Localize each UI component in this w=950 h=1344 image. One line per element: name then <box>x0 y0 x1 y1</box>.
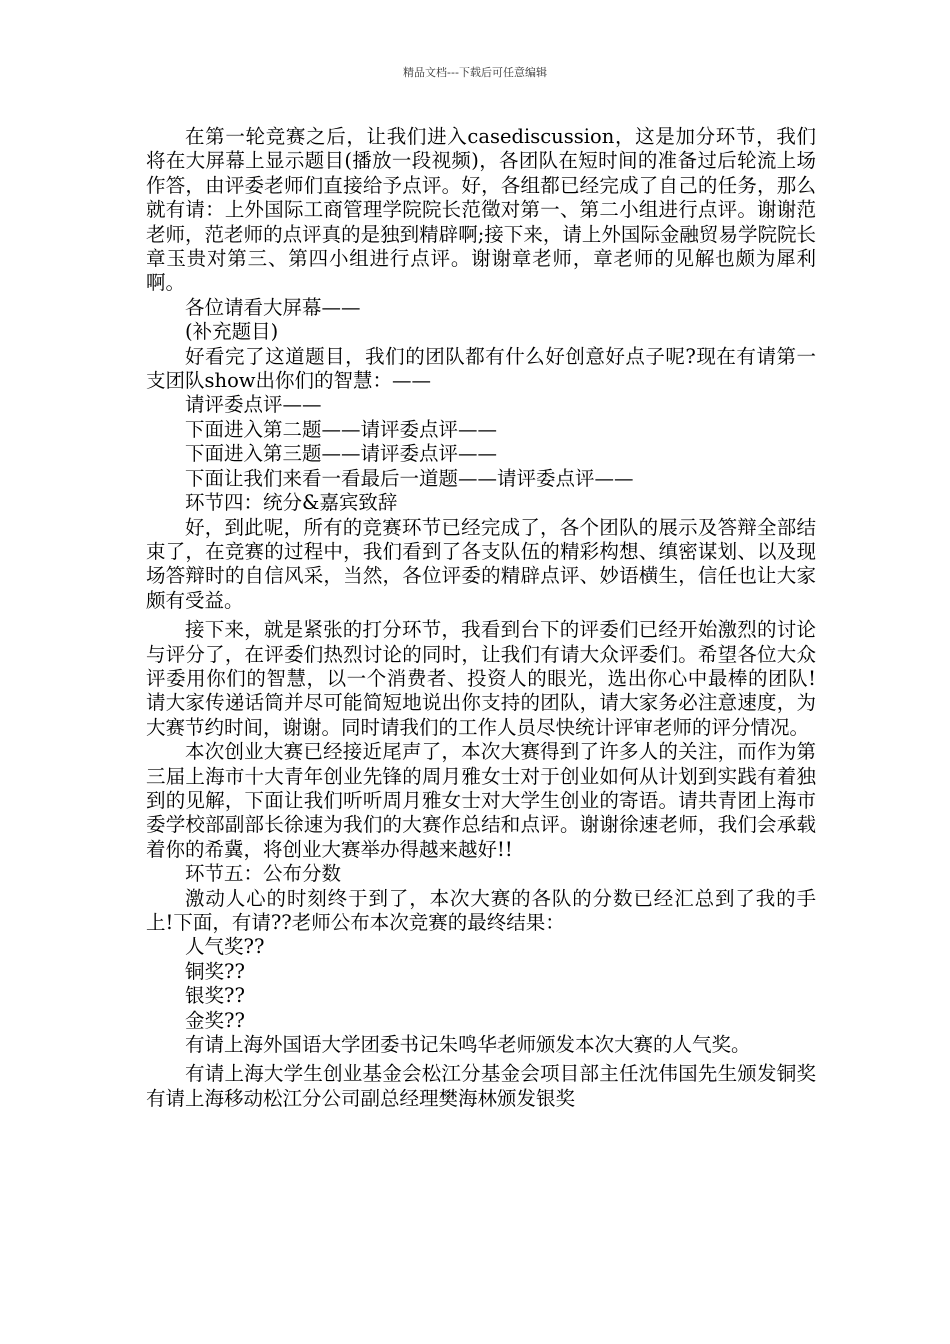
section-heading: 环节四：统分&嘉宾致辞 <box>185 491 398 515</box>
section-heading: 环节五：公布分数 <box>185 862 342 886</box>
paragraph: 人气奖?? <box>185 935 265 959</box>
paragraph: 请评委点评—— <box>185 393 322 417</box>
paragraph: 下面进入第三题——请评委点评—— <box>185 442 498 466</box>
paragraph: 下面进入第二题——请评委点评—— <box>185 417 498 441</box>
paragraph: 好看完了这道题目，我们的团队都有什么好创意好点子呢?现在有请第一支团队show出你们的智慧：—— <box>146 344 816 393</box>
page-header: 精品文档---下载后可任意编辑 <box>403 66 547 79</box>
paragraph: 银奖?? <box>185 984 245 1008</box>
paragraph: 本次创业大赛已经接近尾声了，本次大赛得到了许多人的关注，而作为第三届上海市十大青年创业先锋的周月雅女士对于创业如何从计划到实践有着独到的见解，下面让我们听听周月雅女士对大学生创业的寄语。请共青团上海市委学校部副部长徐速为我们的大赛作总结和点评。谢谢徐速老师，我们会承载着你的希冀，将创业大赛举办得越来越好!! <box>146 740 816 861</box>
paragraph: 各位请看大屏幕—— <box>185 295 361 319</box>
paragraph: (补充题目) <box>185 320 279 344</box>
paragraph: 在第一轮竞赛之后，让我们进入casediscussion，这是加分环节，我们将在大屏幕上显示题目(播放一段视频)，各团队在短时间的准备过后轮流上场作答，由评委老师们直接给予点评。好，各组都已经完成了自己的任务，那么就有请：上外国际工商管理学院院长范徵对第一、第二小组进行点评。谢谢范老师，范老师的点评真的是独到精辟啊;接下来，请上外国际金融贸易学院院长章玉贵对第三、第四小组进行点评。谢谢章老师，章老师的见解也颇为犀利啊。 <box>146 125 816 295</box>
paragraph: 铜奖?? <box>185 959 245 983</box>
paragraph: 激动人心的时刻终于到了，本次大赛的各队的分数已经汇总到了我的手上!下面，有请??老师公布本次竞赛的最终结果： <box>146 886 816 934</box>
paragraph: 好，到此呢，所有的竞赛环节已经完成了，各个团队的展示及答辩全部结束了，在竞赛的过程中，我们看到了各支队伍的精彩构想、缜密谋划、以及现场答辩时的自信风采，当然，各位评委的精辟点评、妙语横生，信任也让大家颇有受益。 <box>146 515 816 612</box>
paragraph: 有请上海外国语大学团委书记朱鸣华老师颁发本次大赛的人气奖。 <box>185 1033 751 1057</box>
paragraph: 下面让我们来看一看最后一道题——请评委点评—— <box>185 466 634 490</box>
document-body <box>146 125 816 1111</box>
paragraph: 金奖?? <box>185 1008 245 1032</box>
paragraph: 有请上海大学生创业基金会松江分基金会项目部主任沈伟国先生颁发铜奖有请上海移动松江分公司副总经理樊海林颁发银奖 <box>146 1062 816 1110</box>
paragraph: 接下来，就是紧张的打分环节，我看到台下的评委们已经开始激烈的讨论与评分了，在评委们热烈讨论的同时，让我们有请大众评委们。希望各位大众评委用你们的智慧，以一个消费者、投资人的眼光，选出你心中最棒的团队!请大家传递话筒并尽可能简短地说出你支持的团队，请大家务必注意速度，为大赛节约时间，谢谢。同时请我们的工作人员尽快统计评审老师的评分情况。 <box>146 618 816 739</box>
